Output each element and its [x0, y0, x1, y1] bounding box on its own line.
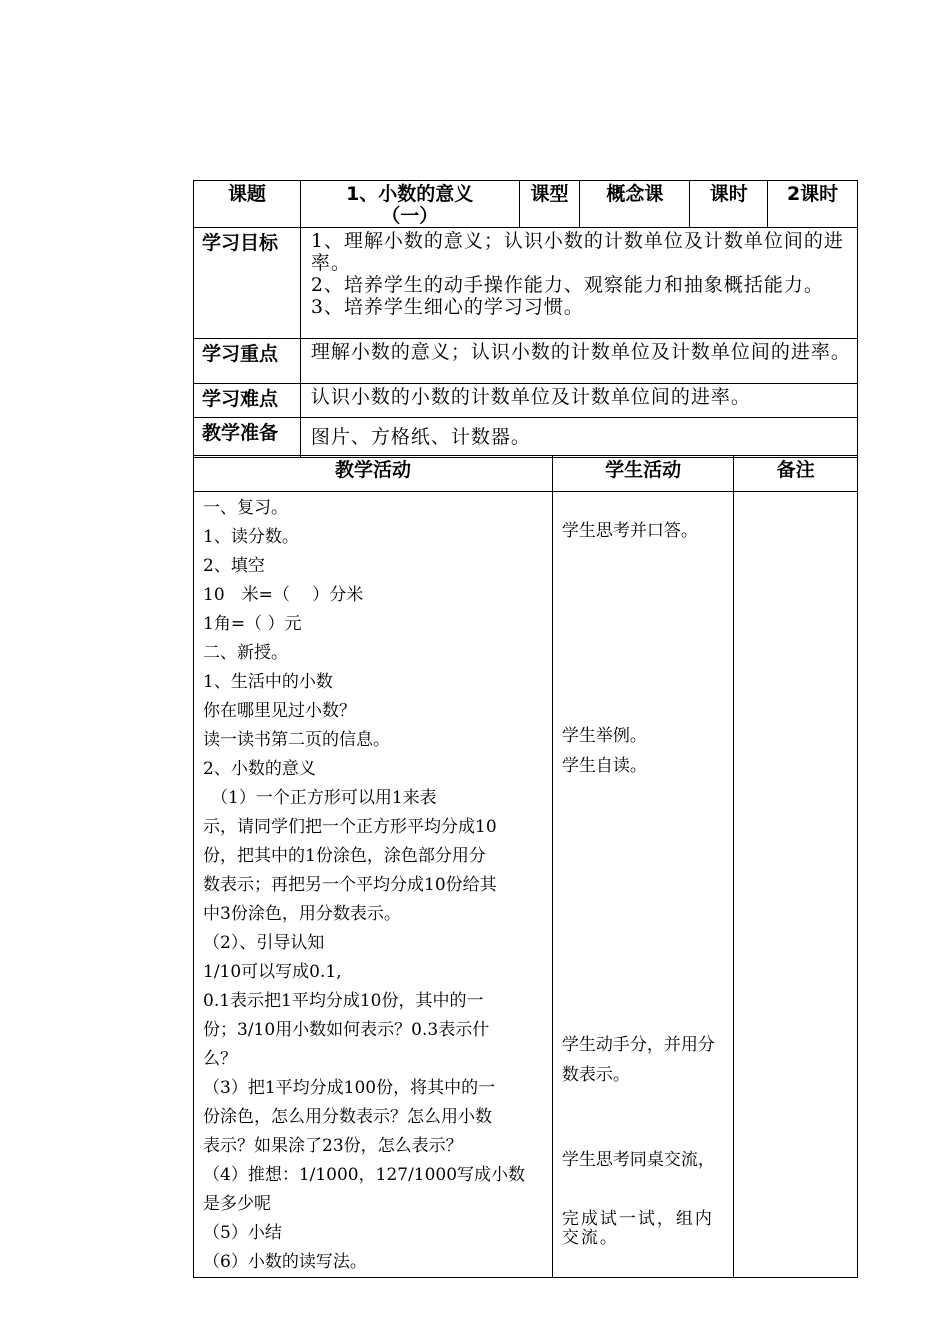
teaching-line: 1、生活中的小数: [203, 672, 333, 692]
teaching-line: 1、读分数。: [203, 527, 299, 547]
student-note: 学生自读。: [561, 756, 647, 776]
topic-label: 课题: [194, 181, 301, 228]
notes-cell: [734, 492, 858, 1278]
type-value: 概念课: [580, 181, 690, 228]
teaching-line: 一、复习。: [203, 498, 288, 518]
goal-line: 3、培养学生细心的学习习惯。: [310, 296, 584, 318]
student-note: 完成试一试，组内交流。: [561, 1209, 714, 1248]
focus-label: 学习重点: [194, 339, 301, 384]
teaching-line: 1角=（ ）元: [203, 614, 302, 634]
teaching-line: （1）一个正方形可以用1来表: [211, 788, 437, 808]
student-note: 学生举例。: [561, 726, 647, 746]
teaching-line: 中3份涂色，用分数表示。: [203, 904, 401, 924]
teaching-line: 是多少呢: [203, 1194, 271, 1214]
topic-value: 1、小数的意义（一）: [300, 181, 519, 228]
teaching-line: 份，把其中的1份涂色，涂色部分用分: [203, 846, 486, 866]
teaching-line: （5）小结: [203, 1223, 282, 1243]
teaching-line: 二、新授。: [203, 643, 288, 663]
teaching-line: （6）小数的读写法。: [203, 1252, 367, 1272]
lesson-info-table: [193, 180, 858, 458]
teaching-line: 表示？如果涂了23份，怎么表示？: [203, 1136, 463, 1156]
teaching-activity-cell: [194, 492, 553, 1278]
teaching-line: （4）推想：1/1000，127/1000写成小数: [203, 1165, 526, 1185]
focus-text: 理解小数的意义；认识小数的计数单位及计数单位间的进率。: [300, 339, 857, 384]
teaching-line: 2、填空: [203, 556, 265, 576]
student-activity-cell: [552, 492, 733, 1278]
student-note: 学生思考并口答。: [561, 521, 698, 541]
difficulty-label: 学习难点: [194, 384, 301, 418]
goal-line: 2、培养学生的动手操作能力、观察能力和抽象概括能力。: [310, 274, 824, 296]
hours-value: 2课时: [768, 181, 858, 228]
teaching-line: 示，请同学们把一个正方形平均分成10: [203, 817, 497, 837]
hours-label: 课时: [690, 181, 768, 228]
prep-label: 教学准备: [194, 418, 301, 458]
difficulty-text: 认识小数的小数的计数单位及计数单位间的进率。: [300, 384, 857, 418]
student-note: 学生动手分，并用分数表示。: [561, 1035, 715, 1085]
notes-column-header: 备注: [734, 456, 858, 492]
teaching-column-header: 教学活动: [194, 456, 553, 492]
teaching-line: 1/10可以写成0.1,: [203, 962, 342, 982]
teaching-line: 2、小数的意义: [203, 759, 316, 779]
student-note: 学生思考同桌交流，: [561, 1150, 715, 1170]
goals-content: [300, 228, 857, 339]
activity-table: [193, 455, 858, 1278]
teaching-line: 读一读书第二页的信息。: [203, 730, 390, 750]
student-column-header: 学生活动: [552, 456, 733, 492]
teaching-line: 0.1表示把1平均分成10份，其中的一: [203, 991, 484, 1011]
type-label: 课型: [519, 181, 580, 228]
teaching-line: 么？: [203, 1049, 237, 1069]
teaching-line: 份；3/10用小数如何表示？0.3表示什: [203, 1020, 490, 1040]
teaching-line: 数表示；再把另一个平均分成10份给其: [203, 875, 497, 895]
prep-text: 图片、方格纸、计数器。: [300, 418, 857, 458]
goal-line: 1、理解小数的意义；认识小数的计数单位及计数单位间的进率。: [310, 230, 844, 274]
teaching-line: （3）把1平均分成100份，将其中的一: [203, 1078, 496, 1098]
teaching-line: （2）、引导认知: [203, 933, 325, 953]
teaching-line: 份涂色，怎么用分数表示？怎么用小数: [203, 1107, 492, 1127]
teaching-line: 10 米=（ ）分米: [203, 585, 364, 605]
goals-label: 学习目标: [194, 228, 301, 339]
teaching-line: 你在哪里见过小数？: [203, 701, 356, 721]
